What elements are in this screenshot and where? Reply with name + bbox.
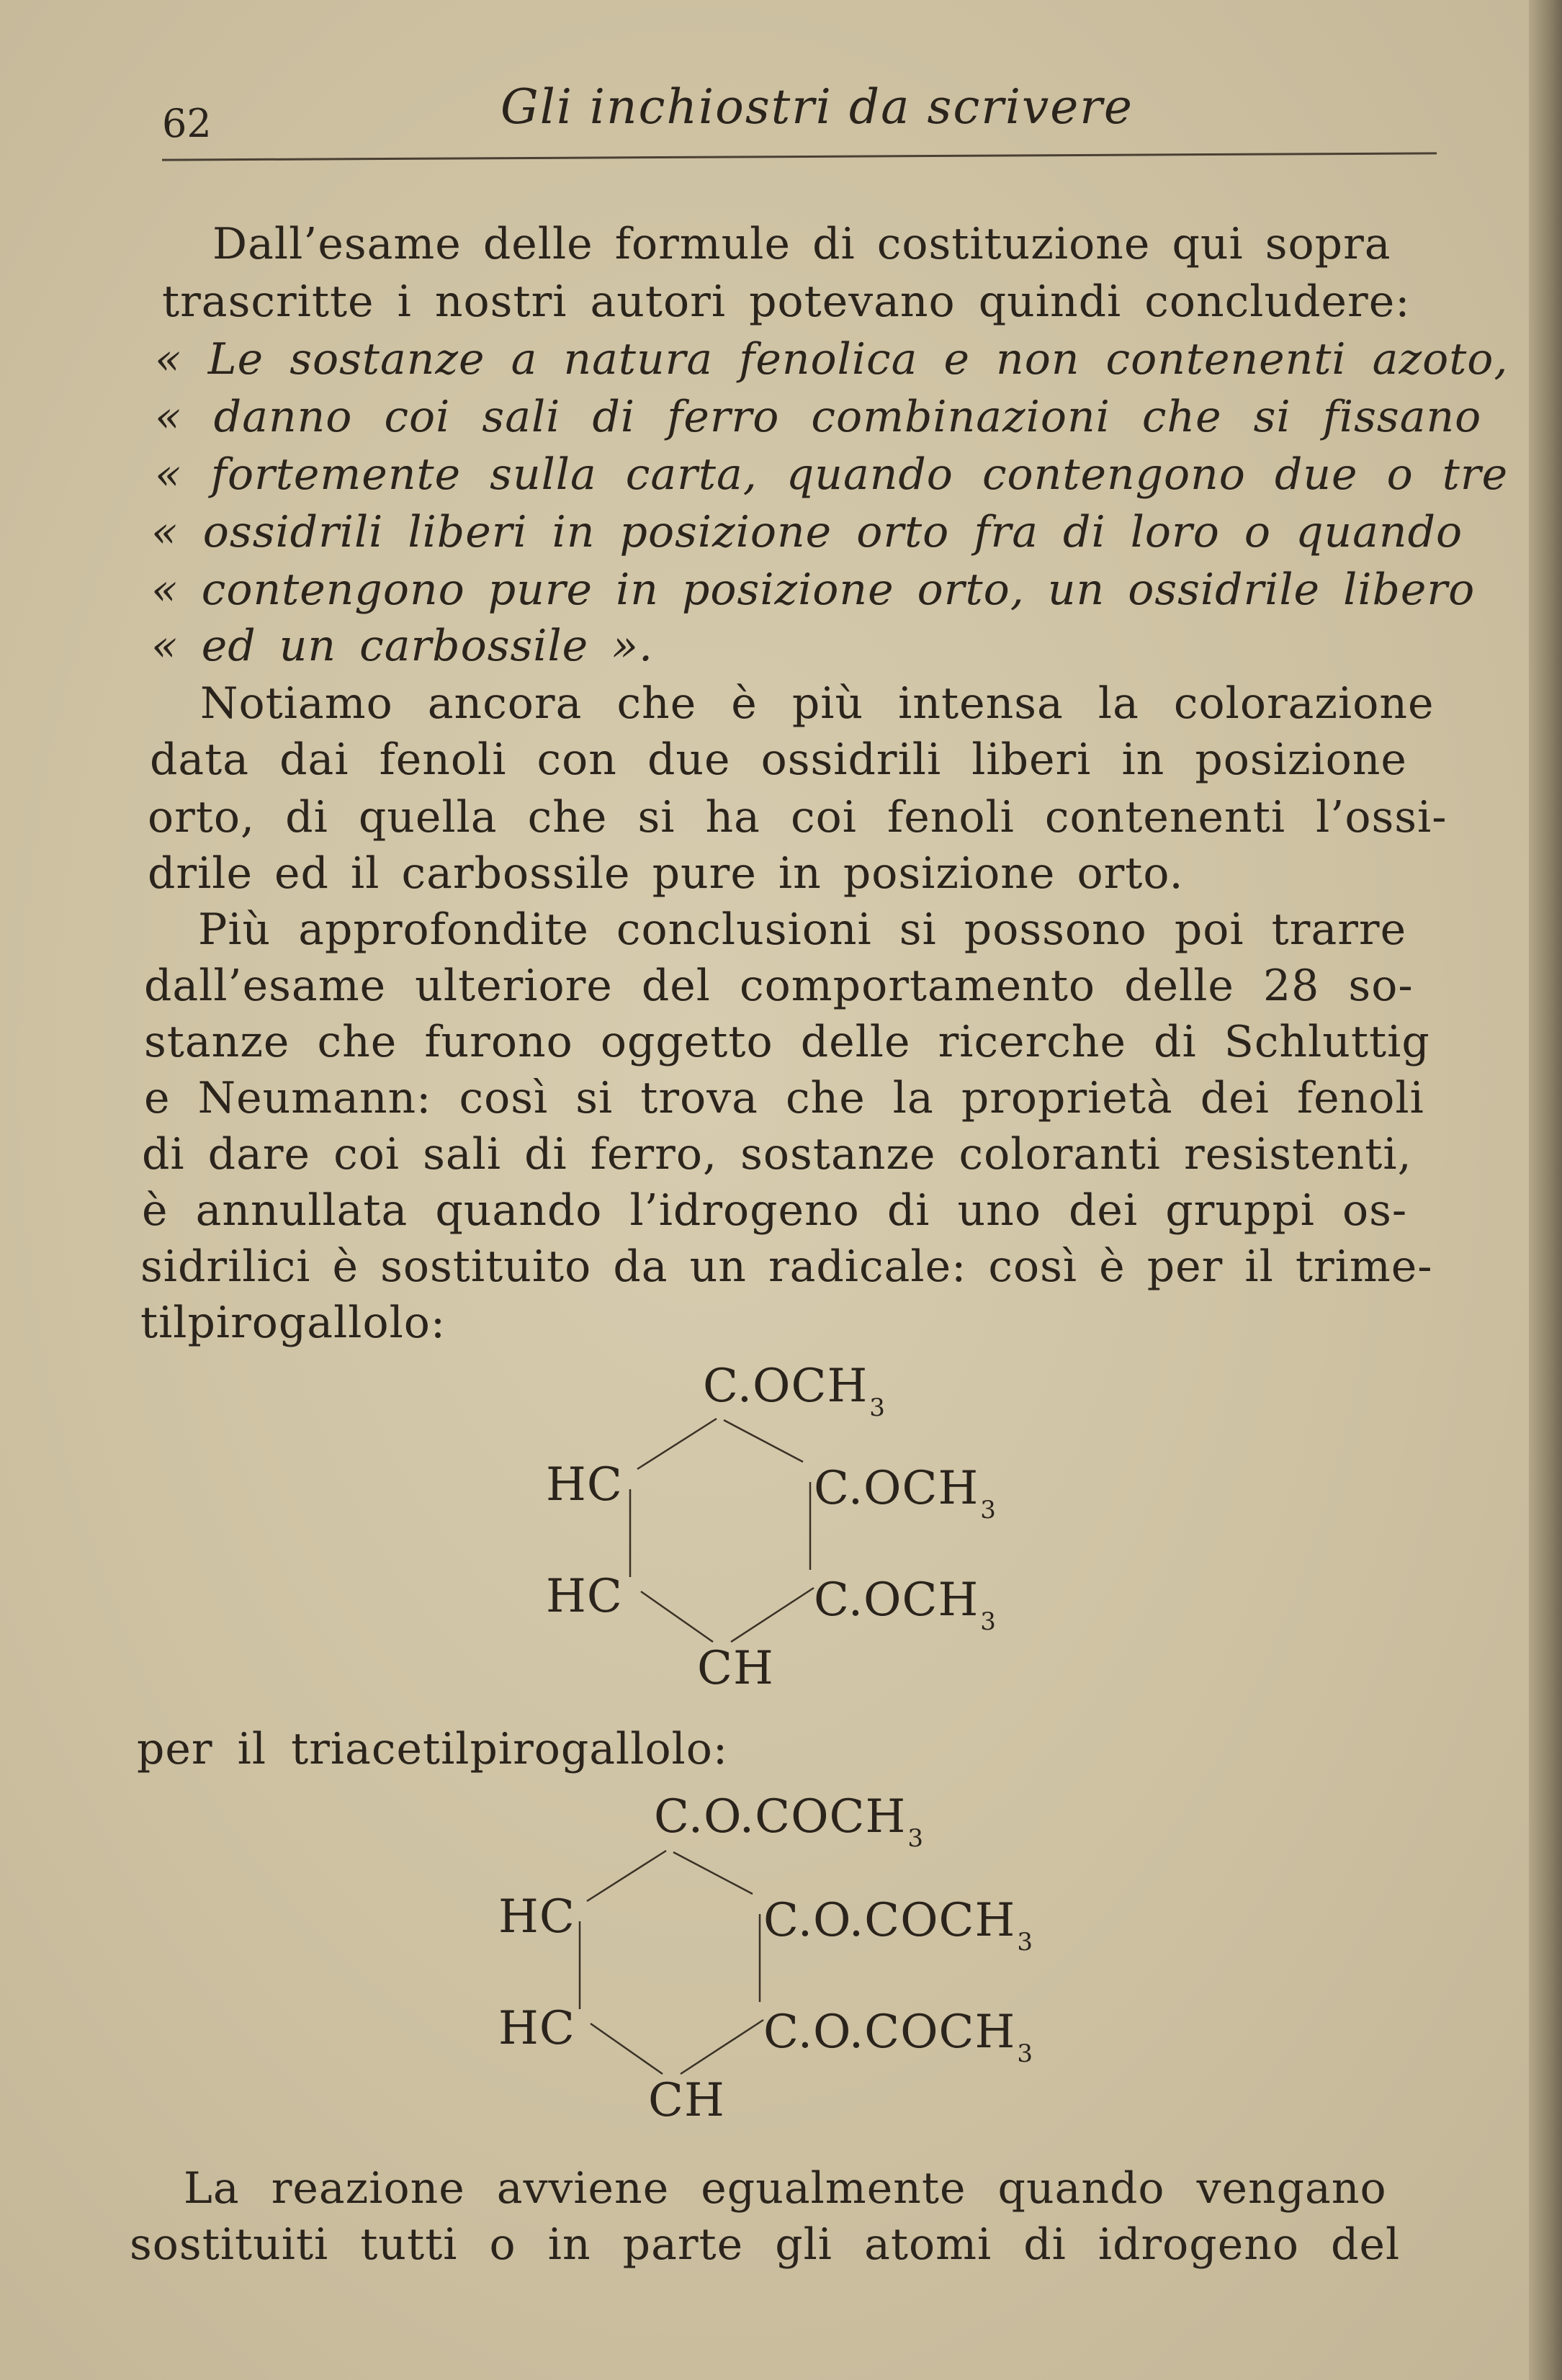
text-line: « danno coi sali di ferro combinazioni che si fissano: [155, 392, 1482, 442]
text-line: Dall’esame delle formule di costituzione qui sopra: [212, 219, 1391, 269]
text-line: sostituiti tutti o in parte gli atomi di idrogeno del: [130, 2219, 1401, 2270]
text-line: trascritte i nostri autori potevano quindi concludere:: [162, 277, 1411, 327]
text-line: drile ed il carbossile pure in posizione orto.: [148, 848, 1184, 899]
page-header: [162, 72, 1437, 158]
page-number: 62: [162, 101, 212, 146]
text-line: per il triacetilpirogallolo:: [137, 1724, 729, 1774]
formula-top-group: $C.OCH_3$: [703, 1360, 886, 1422]
text-line: orto, di quella che si ha coi fenoli contenenti l’ossi-: [148, 792, 1447, 843]
formula-right-lower-group: $C.OCH_3$: [814, 1573, 997, 1636]
formula-top-group: $C.O.COCH_3$: [654, 1790, 924, 1853]
text-line: « ossidrili liberi in posizione orto fra di loro o quando: [151, 507, 1463, 557]
page-edge: [1529, 0, 1562, 2380]
text-line: La reazione avviene egualmente quando vengano: [184, 2163, 1387, 2214]
formula-right-upper-group: $C.O.COCH_3$: [763, 1894, 1033, 1957]
text-line: tilpirogallolo:: [140, 1298, 446, 1348]
text-line: « Le sostanze a natura fenolica e non contenenti azoto,: [155, 334, 1509, 385]
text-line: Più approfondite conclusioni si possono poi trarre: [198, 904, 1407, 955]
text-line: « contengono pure in posizione orto, un ossidrile libero: [151, 565, 1476, 615]
formula-left-lower-group: HC: [546, 1570, 623, 1623]
running-title: Gli inchiostri da scrivere: [501, 79, 1134, 135]
formula-left-upper-group: HC: [546, 1458, 623, 1512]
text-line: data dai fenoli con due ossidrili liberi in posizione: [150, 735, 1407, 785]
text-line: « ed un carbossile ».: [151, 621, 654, 671]
formula-bottom-group: CH: [697, 1642, 774, 1695]
text-line: stanze che furono oggetto delle ricerche di Schluttig: [144, 1017, 1430, 1067]
header-rule: [162, 152, 1437, 161]
formula-left-upper-group: HC: [498, 1890, 575, 1944]
text-line: « fortemente sulla carta, quando contengono due o tre: [155, 449, 1509, 500]
text-line: sidrilici è sostituito da un radicale: così è per il trime-: [140, 1241, 1433, 1292]
structural-formula-triacetylpyrogallol: [490, 1786, 1080, 2132]
text-line: e Neumann: così si trova che la proprietà dei fenoli: [144, 1073, 1424, 1123]
text-line: dall’esame ulteriore del comportamento delle 28 so-: [144, 961, 1414, 1011]
formula-left-lower-group: HC: [498, 2002, 575, 2055]
text-line: Notiamo ancora che è più intensa la colorazione: [200, 678, 1435, 729]
text-line: è annullata quando l’idrogeno di uno dei gruppi os-: [142, 1185, 1408, 1236]
structural-formula-trimethylpyrogallol: [533, 1354, 1037, 1699]
formula-right-lower-group: $C.O.COCH_3$: [763, 2006, 1033, 2068]
text-line: di dare coi sali di ferro, sostanze coloranti resistenti,: [142, 1129, 1412, 1180]
formula-bottom-group: CH: [648, 2074, 725, 2127]
formula-right-upper-group: $C.OCH_3$: [814, 1462, 997, 1524]
